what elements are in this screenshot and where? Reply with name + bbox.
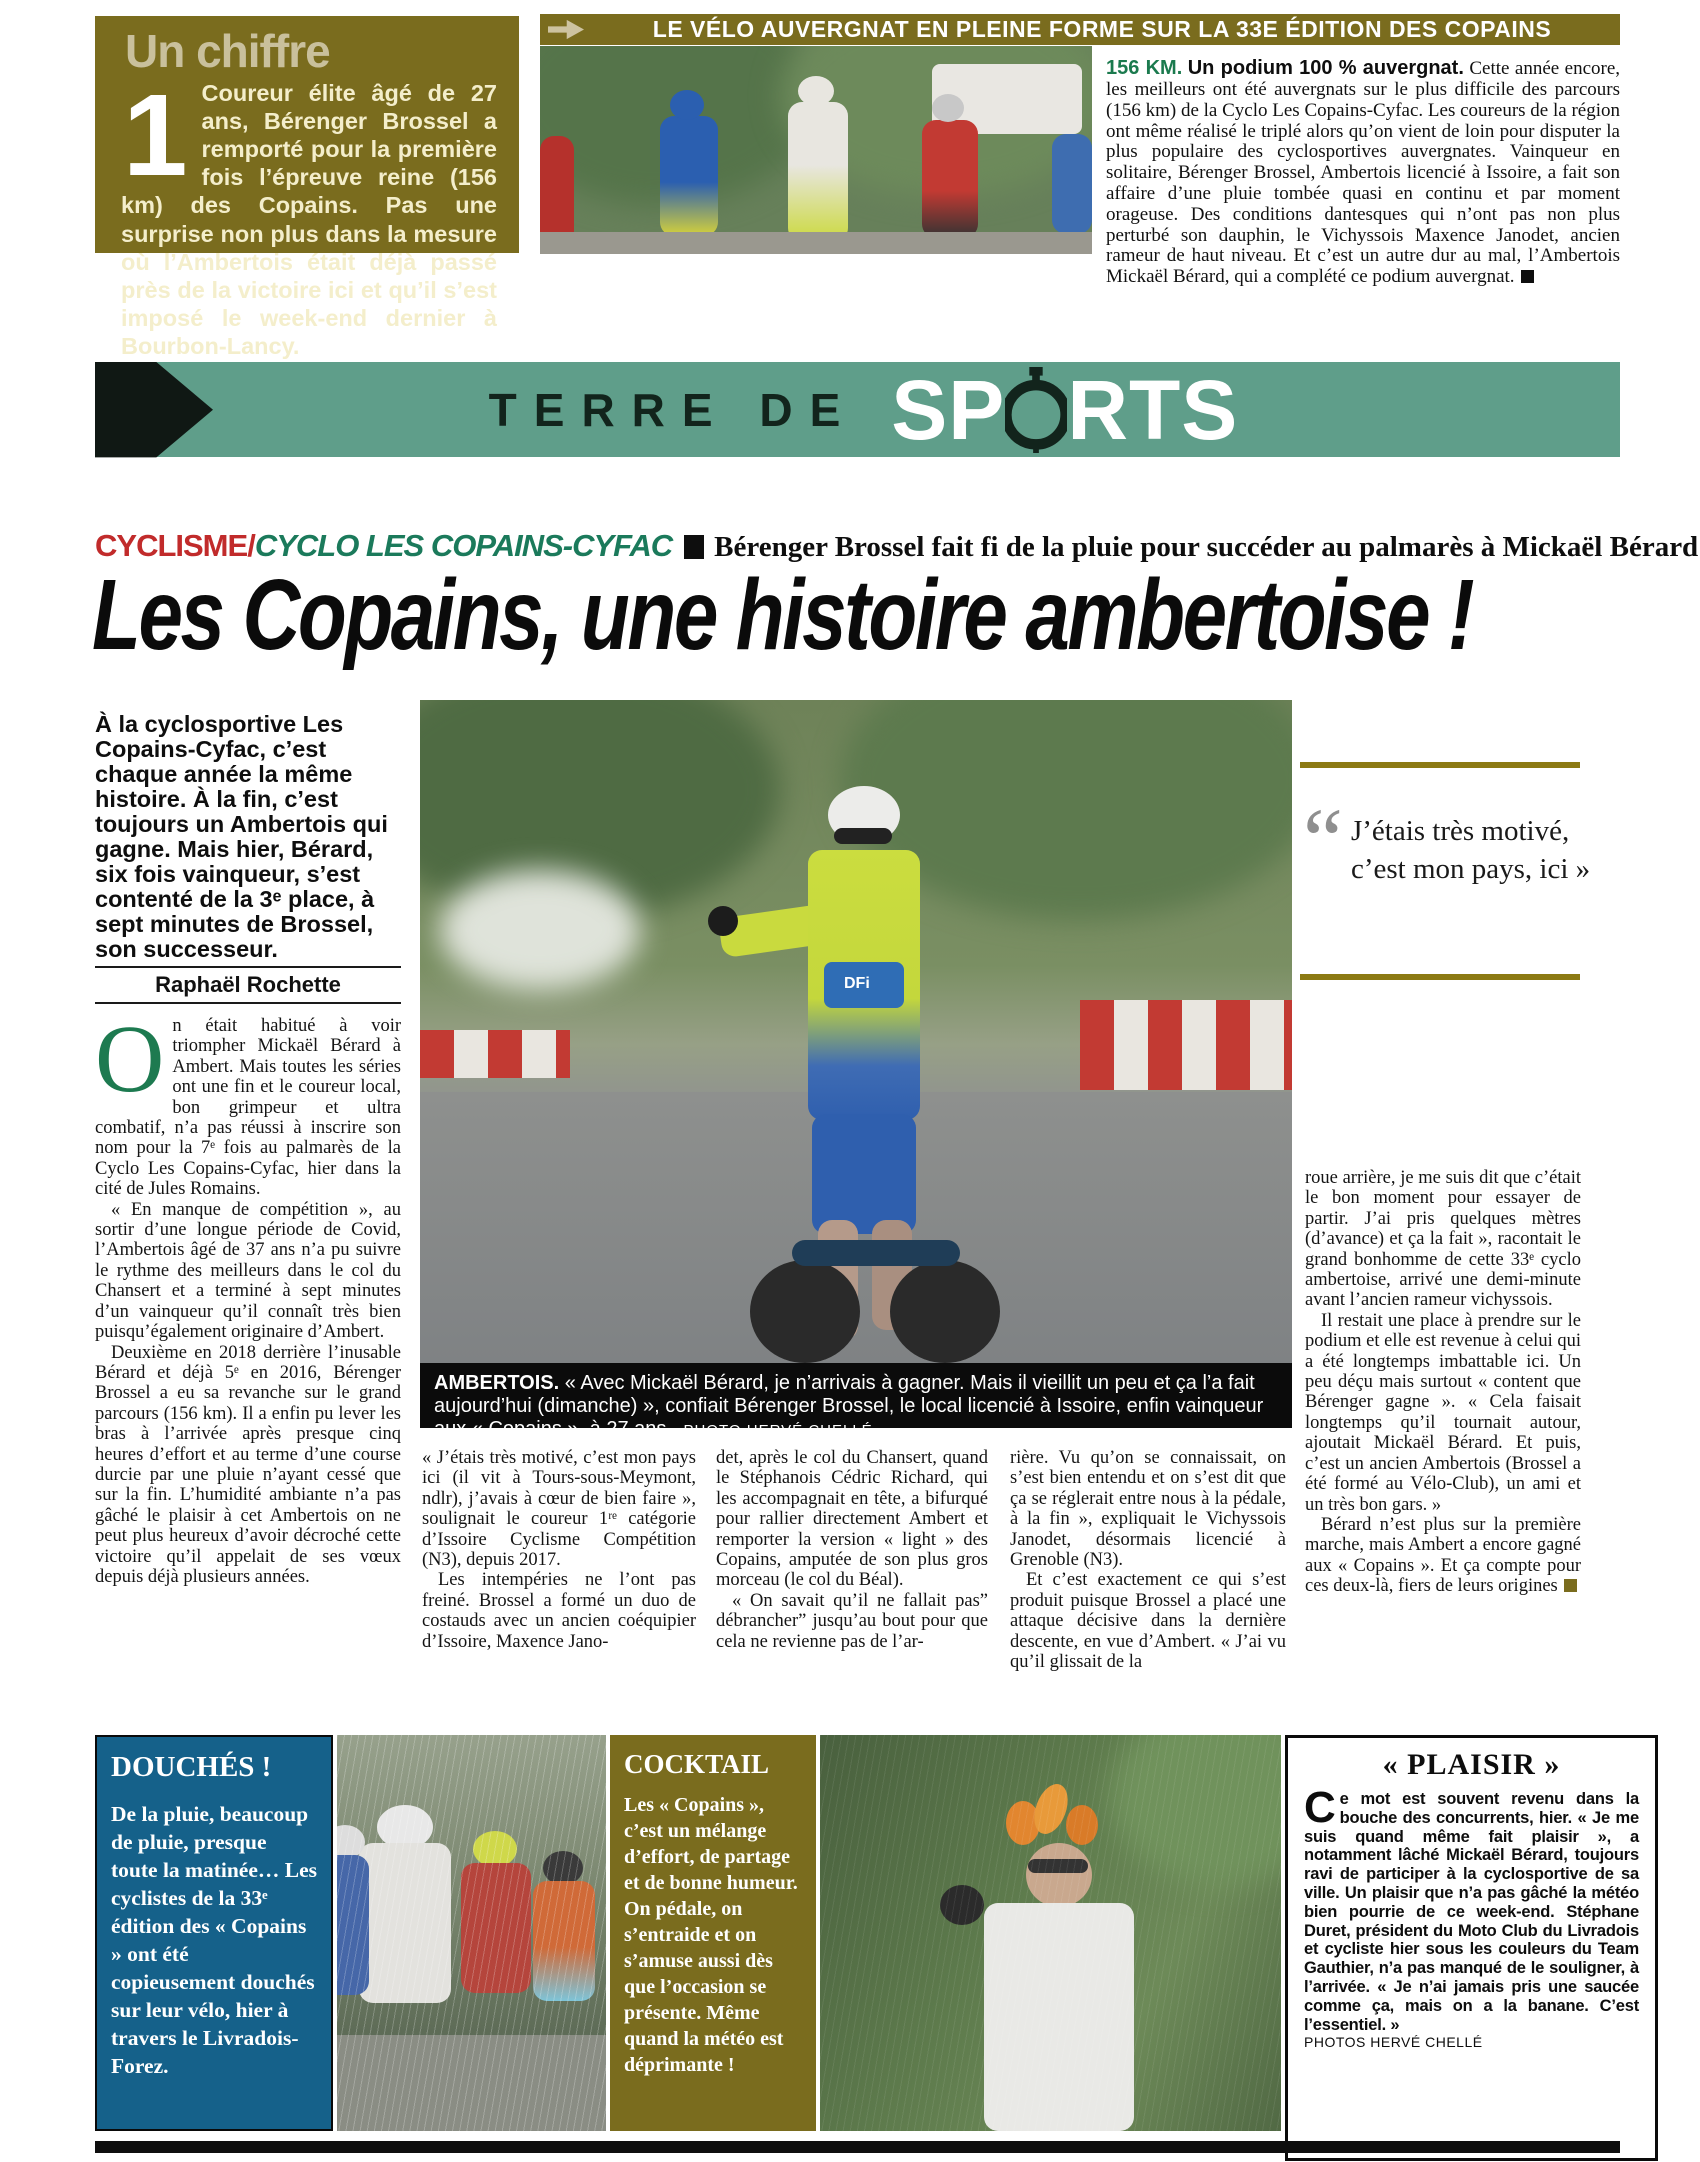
cyclist-glasses bbox=[834, 828, 892, 844]
caption-credit: PHOTO HERVÉ CHELLÉ bbox=[683, 1422, 873, 1439]
plaisir-dropcap: C bbox=[1304, 1783, 1336, 1832]
stopwatch-icon bbox=[1005, 367, 1067, 453]
quote-rule-top bbox=[1300, 762, 1580, 768]
headline: Les Copains, une histoire ambertoise ! bbox=[92, 559, 1473, 671]
cocktail-box bbox=[610, 1735, 816, 2131]
col5-p1: roue arrière, je me suis dit que c’était le bon moment pour essayer de partir. J’ai pris quelques mètres (d’avance) et ça la fait », racontait le grand bonhomme de cette 33ᵉ cyclo ambertoise, arrivé une demi-minute avant l’ancien rameur vichyssois. bbox=[1305, 1168, 1581, 1311]
bike-wheel bbox=[750, 1260, 860, 1363]
main-photo bbox=[420, 700, 1292, 1363]
col1-p2: « En manque de compétition », au sortir d’une longue période de Covid, l’Ambertois âgé de 37 ans n’a pu suivre le rythme des meilleurs dans le col du Chansert et a terminé à sept minutes d’un vainqueur qu’il connaît très bien puisqu’également originaire d’Ambert. bbox=[95, 1199, 401, 1343]
un-chiffre-title: Un chiffre bbox=[125, 25, 330, 77]
kicker-sport: CYCLISME bbox=[95, 528, 248, 563]
body-column-2 bbox=[422, 1448, 696, 1652]
body-column-3 bbox=[716, 1448, 988, 1652]
footer-rule bbox=[95, 2141, 1620, 2153]
sports-rts: RTS bbox=[1067, 362, 1239, 457]
body-column-1 bbox=[95, 1005, 401, 1587]
douches-box bbox=[95, 1735, 333, 2131]
col1-p1: n était habitué à voir triompher Mickaël Bérard à Ambert. Mais toutes les séries ont une fin et le coureur local, bon grimpeur et ultra combatif, n’a pas réussi à inscrire son nom pour la 7ᵉ fois au palmarès de la Cyclo Les Copains-Cyfac, hier dans la cité de Jules Romains. bbox=[95, 1016, 401, 1200]
cyclist-right bbox=[922, 120, 978, 238]
band-sports bbox=[891, 362, 1239, 457]
sports-sp: SP bbox=[891, 362, 1006, 457]
cyclist-center-helmet bbox=[798, 76, 834, 106]
quote-rule-bottom bbox=[1300, 974, 1580, 980]
cyclist-left bbox=[660, 116, 718, 236]
pull-quote-text: J’étais très motivé, c’est mon pays, ici » bbox=[1350, 815, 1591, 885]
bike-wheel bbox=[890, 1260, 1000, 1363]
byline: Raphaël Rochette bbox=[95, 966, 401, 1004]
un-chiffre-text: Coureur élite âgé de 27 ans, Bérenger Brossel a remporté pour la première fois l’épreuve reine (156 km) des Copains. Pas une surprise non plus dans la mesure où l’Ambertois était déjà passé près de la victoire ici et qu’il s’est imposé le week-end dernier à Bourbon-Lancy. bbox=[121, 79, 497, 360]
plaisir-credit: PHOTOS HERVÉ CHELLÉ bbox=[1304, 2034, 1483, 2051]
rain-peloton-photo bbox=[337, 1735, 606, 2131]
cyclist-right-helmet bbox=[932, 94, 964, 122]
un-chiffre-box bbox=[95, 16, 519, 360]
col4-p2: Et c’est exactement ce qui s’est produit puisque Brossel a placé une attaque décisive dans la dernière descente, en vue d’Ambert. « J’ai vu qu’il glissait de la bbox=[1010, 1570, 1286, 1673]
kicker-slash: / bbox=[247, 528, 255, 563]
kicker-event: CYCLO LES COPAINS-CYFAC bbox=[254, 528, 673, 563]
big-number: 1 bbox=[123, 69, 188, 200]
douches-text: De la pluie, beaucoup de pluie, presque toute la matinée… Les cyclistes de la 33ᵉ édition des « Copains » ont été copieusement douchés sur leur vélo, hier à travers le Livradois-Forez. bbox=[111, 1802, 318, 2078]
plaisir-text bbox=[1304, 1783, 1639, 2051]
cocktail-title: COCKTAIL bbox=[624, 1749, 770, 1779]
body-column-4 bbox=[1010, 1448, 1286, 1672]
col5-p2: Il restait une place à prendre sur le podium et elle est revenue à celui qui a été longtemps imbattable ici. Un peu déçu mais surtout « content que Bérenger gagne ». « Cela faisait longtemps qu’il tournait autour, ajoutait Mickaël Bérard. Et puis, c’est un ancien Ambertois (Brossel a été formé au Vélo-Club), un ami et un très bon gars. » bbox=[1305, 1310, 1581, 1515]
end-square-icon bbox=[1521, 270, 1534, 283]
douches-title: DOUCHÉS ! bbox=[111, 1751, 272, 1783]
dropcap: O bbox=[95, 1005, 165, 1112]
balloon-man-photo bbox=[820, 1735, 1281, 2131]
col2-p1: « J’étais très motivé, c’est mon pays ici (il vit à Tours-sous-Meymont, ndlr), j’avais à cœur de bien faire », soulignait le coureur 1ʳᵉ catégorie d’Issoire Cyclisme Compétition (N3), depuis 2017. bbox=[422, 1448, 696, 1571]
rain-overlay bbox=[337, 1735, 606, 2131]
col4-p1: rière. Vu qu’on se connaissait, on s’est bien entendu et on s’est dit que ça se réglerait entre nous à la pédale, à la fin », expliquait le Vichyssois Janodet, désormais licencié à Grenoble (N3). bbox=[1010, 1448, 1286, 1571]
body-column-5 bbox=[1305, 1168, 1581, 1597]
sky-blob bbox=[440, 870, 640, 990]
pull-quote bbox=[1303, 791, 1603, 890]
article-intro: À la cyclosportive Les Copains-Cyfac, c’est chaque année la même histoire. À la fin, c’est toujours un Ambertois qui gagne. Mais hier, Bérard, six fois vainqueur, s’est contenté de la 3ᵉ place, à sept minutes de Brossel, son successeur. bbox=[95, 711, 388, 962]
kicker-subtitle: Bérenger Brossel fait fi de la pluie pour succéder au palmarès à Mickaël Bérard bbox=[714, 531, 1699, 563]
top-banner-text: LE VÉLO AUVERGNAT EN PLEINE FORME SUR LA 33E ÉDITION DES COPAINS bbox=[652, 16, 1552, 42]
plaisir-body: e mot est souvent revenu dans la bouche des concurrents, hier. « Je me suis quand même fait plaisir », a notamment lâché Mickaël Bérard, toujours ravi de participer à la cyclosportive de sa ville. Un plaisir que n’a pas gâché la météo bien pourrie de ce week-end. Stéphane Duret, président du Moto Club du Livradois et cycliste hier sous les couleurs du Team Gauthier, n’a pas manqué de le souligner, à l’arrivée. « Je n’ai jamais pris une saucée comme ça, mais on a la banane. C’est l’essentiel. » bbox=[1304, 1790, 1639, 2034]
plaisir-box bbox=[1285, 1735, 1658, 2161]
quote-mark-icon: “ bbox=[1303, 791, 1343, 890]
barrier-stripes bbox=[1080, 1000, 1292, 1090]
caption-lead: AMBERTOIS. bbox=[434, 1372, 560, 1394]
jersey-sponsor-text: DFi bbox=[844, 975, 870, 992]
barrier-stripes bbox=[420, 1030, 570, 1078]
col2-p2: Les intempéries ne l’ont pas freiné. Brossel a formé un duo de costauds avec un ancien coéquipier d’Issoire, Maxence Jano- bbox=[422, 1570, 696, 1652]
top-banner bbox=[540, 14, 1620, 45]
plaisir-title: « PLAISIR » bbox=[1382, 1748, 1561, 1781]
podium-photo bbox=[540, 46, 1092, 254]
red-sign-shape bbox=[540, 136, 574, 246]
band-terre-de: TERRE DE bbox=[488, 383, 858, 436]
section-band bbox=[107, 362, 1620, 457]
brief-article bbox=[1106, 57, 1621, 288]
arrow-right-icon bbox=[548, 19, 584, 41]
col3-p2: « On savait qu’il ne fallait pas” débrancher” jusqu’au bout pour que cela ne revienne pas de l’ar- bbox=[716, 1590, 988, 1652]
end-square-olive-icon bbox=[1564, 1579, 1577, 1592]
bike-frame bbox=[792, 1240, 960, 1266]
cyclist-shorts bbox=[812, 1114, 916, 1234]
col5-p3: Bérard n’est plus sur la première marche, mais Ambert a encore gagné aux « Copains ». Et ça compte pour ces deux-là, fiers de leurs origines bbox=[1305, 1514, 1581, 1597]
cyclist-left-helmet bbox=[670, 90, 704, 120]
main-photo-caption bbox=[420, 1363, 1292, 1440]
brief-body: Cette année encore, les meilleurs ont été auvergnats sur le plus difficile des parcours (156 km) de la Cyclo Les Copains-Cyfac. Les coureurs de la région ont même réalisé le triplé alors qu’on vient de loin pour disputer la plus populaire des cyclosportives auvergnates. Vainqueur en solitaire, Bérenger Brossel, Ambertois licencié à Issoire, a fait son affaire d’une pluie tombée quasi en continu et par moment orageuse. Des conditions dantesques qui n’ont pas non plus perturbé son dauphin, le Vichyssois Maxence Janodet, ancien rameur de haut niveau. Et c’est un autre dur au mal, l’Ambertois Mickaël Bérard, qui a complété ce podium auvergnat. bbox=[1106, 58, 1621, 288]
brief-lead: 156 KM. bbox=[1106, 57, 1183, 79]
caption-text: « Avec Mickaël Bérard, je n’arrivais à gagner. Mais il vieillit un peu et ça l’a fait aujourd’hui (dimanche) », confiait Bérenger Brossel, le local licencié à Issoire, enfin vainqueur aux « Copains », à 27 ans. bbox=[434, 1372, 1264, 1440]
cocktail-text: Les « Copains », c’est un mélange d’effort, de partage et de bonne humeur. On pédale, on s’entraide et on s’amuse aussi dès que l’occasion se présente. Même quand la météo est déprimante ! bbox=[624, 1794, 798, 2076]
ground-shape bbox=[540, 232, 1092, 254]
rain-overlay bbox=[820, 1735, 1281, 2131]
cyclist-center bbox=[788, 102, 848, 242]
col3-p1: det, après le col du Chansert, quand le Stéphanois Cédric Richard, qui les accompagnait en tête, a bifurqué pour rallier directement Ambert et remporter la version « light » des Copains, amputée de son plus gros morceau (le col du Béal). bbox=[716, 1448, 988, 1591]
brief-subhead: Un podium 100 % auvergnat. bbox=[1187, 57, 1464, 79]
cyclist-fist bbox=[708, 906, 738, 936]
col1-p3: Deuxième en 2018 derrière l’inusable Bérard et déjà 5ᵉ en 2016, Bérenger Brossel a eu sa revanche sur le grand parcours (156 km). Il a enfin pu lever les bras à l’arrivée après presque cinq heures d’effort et au terme d’une course durcie par une pluie n’ayant cessé que sur la fin. L’humidité ambiante n’a pas gâché le plaisir à cet Ambertois on ne peut plus heureux d’avoir décroché cette victoire qu’il appelait de ses vœux depuis déjà plusieurs années. bbox=[95, 1342, 401, 1587]
blue-sign-shape bbox=[1052, 134, 1092, 234]
